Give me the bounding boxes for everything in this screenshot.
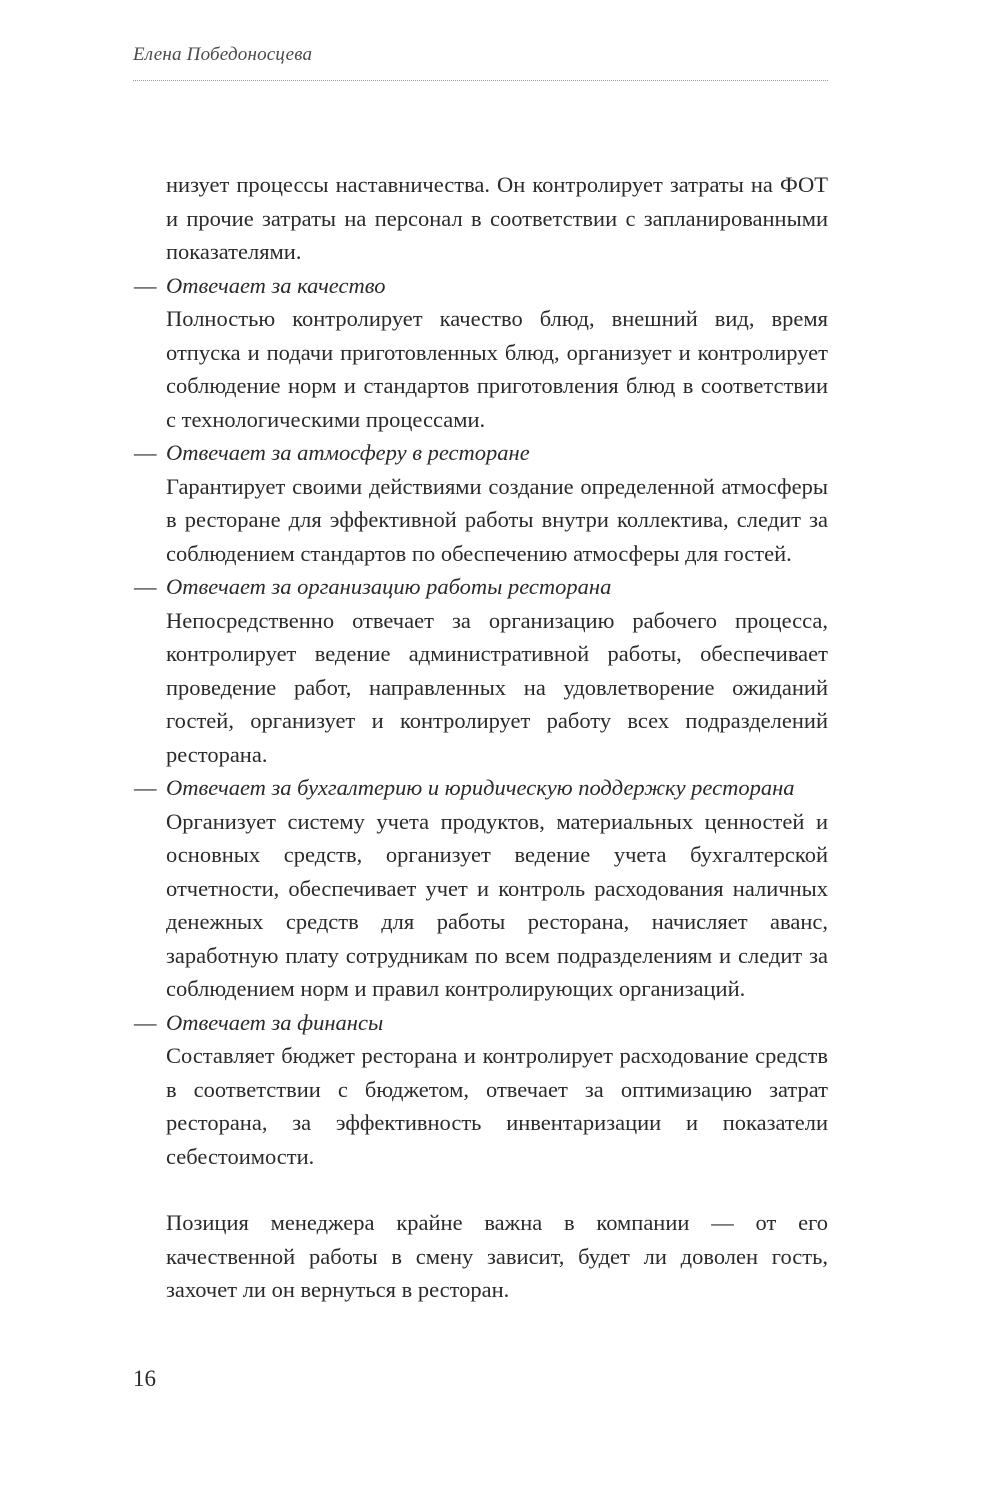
header-divider [133,80,828,81]
dash-marker: — [134,775,157,800]
list-item [134,269,828,437]
item-heading [134,1006,828,1040]
dash-marker: — [134,574,157,599]
list-item [134,436,828,570]
item-body: Организует систему учета продуктов, материальных ценностей и основных средств, организует ведение учета бухгалтерской отчетности, обеспечивает учет и контроль расходования наличных денежных средств для работы ресторана, начисляет аванс, заработную плату сотрудникам по всем подразделениям и следит за соблюдением норм и правил контролирующих организаций. [166,808,828,1001]
closing-paragraph: Позиция менеджера крайне важна в компании — от его качественной работы в смену зависит, будет ли доволен гость, захочет ли он вернуться в ресторан. [166,1210,828,1302]
item-heading [134,436,828,470]
item-heading-text: Отвечает за финансы [166,1009,384,1035]
list-item [134,771,828,1006]
item-heading [134,570,828,604]
item-heading-text: Отвечает за атмосферу в ресторане [166,440,530,465]
item-body: Непосредственно отвечает за организацию рабочего процесса, контролирует ведение административной работы, обеспечивает проведение работ, направленных на удовлетворение ожиданий гостей, организует и контролирует работу всех подразделений ресторана. [166,607,828,767]
list-item [134,1006,828,1174]
item-body: Гарантирует своими действиями создание определенной атмосферы в ресторане для эффективной работы внутри коллектива, следит за соблюдением стандартов по обеспечению атмосферы для гостей. [166,473,828,566]
item-body: Полностью контролирует качество блюд, внешний вид, время отпуска и подачи приготовленных блюд, организует и контролирует соблюдение норм и стандартов приготовления блюд в соответствии с технологическими процессами. [166,306,828,432]
item-heading-text: Отвечает за организацию работы ресторана [166,574,612,599]
running-head-author: Елена Победоносцева [133,44,313,65]
dash-marker: — [134,1009,157,1035]
list-item [134,570,828,771]
item-heading-text: Отвечает за бухгалтерию и юридическую поддержку ресторана [166,775,795,800]
continuation-paragraph: низует процессы наставничества. Он контролирует затраты на ФОТ и прочие затраты на персонал в соответствии с запланированными показателями. [166,172,828,264]
item-heading-text: Отвечает за качество [166,272,386,298]
dash-marker: — [134,272,157,298]
item-heading [134,771,828,805]
item-heading [134,269,828,303]
page-number: 16 [133,1366,156,1391]
dash-marker: — [134,440,157,465]
item-body: Составляет бюджет ресторана и контролирует расходование средств в соответствии с бюджетом, отвечает за оптимизацию затрат ресторана, за эффективность инвентаризации и показатели себестоимости. [166,1043,828,1169]
body-text [134,168,828,1307]
